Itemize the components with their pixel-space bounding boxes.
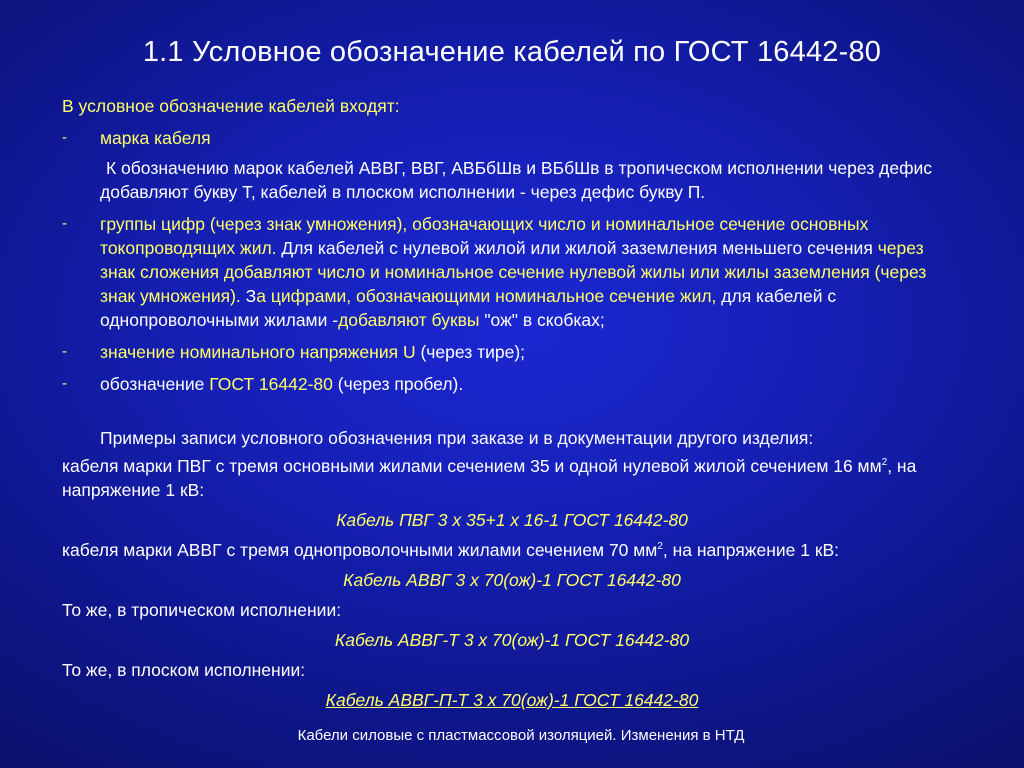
example2-description: [62, 538, 962, 562]
intro-text: В условное обозначение кабелей входят:: [62, 96, 400, 116]
item2-text-d: З: [240, 286, 257, 306]
item2-text-g: добавляют буквы: [338, 310, 480, 330]
example1-desc-a: кабеля марки ПВГ с тремя основными жилами сечением 35 и одной нулевой жилой сечением 16 мм: [62, 456, 882, 476]
example4-description: То же, в плоском исполнении:: [62, 660, 306, 680]
item4-text-a: обозначение: [100, 374, 210, 394]
slide-footer: Кабели силовые с пластмассовой изоляцией. Изменения в НТД: [297, 727, 745, 744]
item2-text-c: через знак сложения добавляют число и номинальное сечение нулевой жилы или жилы заземления (через знак умножения).: [100, 238, 927, 306]
list-item-digit-groups: [62, 212, 962, 332]
item2-text-f: для кабелей с однопроволочными жилами -: [100, 286, 837, 330]
slide-body: [62, 94, 962, 718]
item2-text-e: а цифрами, обозначающими номинальное сечение жил,: [256, 286, 717, 306]
examples-heading: Примеры записи условного обозначения при заказе и в документации другого изделия:: [100, 428, 814, 448]
item4-text-b: ГОСТ 16442-80: [209, 374, 333, 394]
item1-detail: [62, 156, 962, 204]
list-item-gost: [62, 372, 962, 396]
item1-label: марка кабеля: [100, 128, 211, 148]
bullet-dash: -: [62, 129, 67, 146]
bullet-dash: -: [62, 215, 67, 232]
example3-code: Кабель АВВГ-Т 3 х 70(ож)-1 ГОСТ 16442-80: [334, 630, 690, 650]
example2-sup: 2: [657, 541, 663, 553]
example2-desc-b: , на напряжение 1 кВ:: [662, 540, 840, 560]
bullet-dash: -: [62, 343, 67, 360]
example1-code: Кабель ПВГ 3 х 35+1 х 16-1 ГОСТ 16442-80: [336, 510, 688, 530]
example1-description: [62, 454, 962, 502]
item2-text-b: Для кабелей с нулевой жилой или жилой заземления меньшего сечения: [276, 238, 878, 258]
example3-description: То же, в тропическом исполнении:: [62, 600, 342, 620]
example2-code: Кабель АВВГ 3 х 70(ож)-1 ГОСТ 16442-80: [343, 570, 681, 590]
item1-detail-text: К обозначению марок кабелей АВВГ, ВВГ, АВБбШв и ВБбШв в тропическом исполнении через дефис добавляют букву Т, кабелей в плоском исполнении - через дефис букву П.: [100, 158, 932, 202]
item2-text-h: "ож" в скобках;: [479, 310, 605, 330]
bullet-dash: -: [62, 375, 67, 392]
list-item-cable-brand: [62, 126, 962, 150]
item4-text-c: (через пробел).: [332, 374, 464, 394]
example2-desc-a: кабеля марки АВВГ с тремя однопроволочными жилами сечением 70 мм: [62, 540, 658, 560]
item3-text-a: значение номинального напряжения U: [100, 342, 416, 362]
example1-desc-b: , на напряжение 1 кВ:: [62, 456, 917, 500]
example1-sup: 2: [881, 457, 888, 469]
item2-text-a: группы цифр (через знак умножения), обозначающих число и номинальное сечение основных токопроводящих жил.: [100, 214, 869, 258]
list-item-voltage: [62, 340, 962, 364]
example4-code: Кабель АВВГ-П-Т 3 х 70(ож)-1 ГОСТ 16442-80: [325, 690, 699, 710]
item3-text-b: (через тире);: [415, 342, 526, 362]
slide-title: 1.1 Условное обозначение кабелей по ГОСТ 16442-80: [142, 36, 882, 68]
